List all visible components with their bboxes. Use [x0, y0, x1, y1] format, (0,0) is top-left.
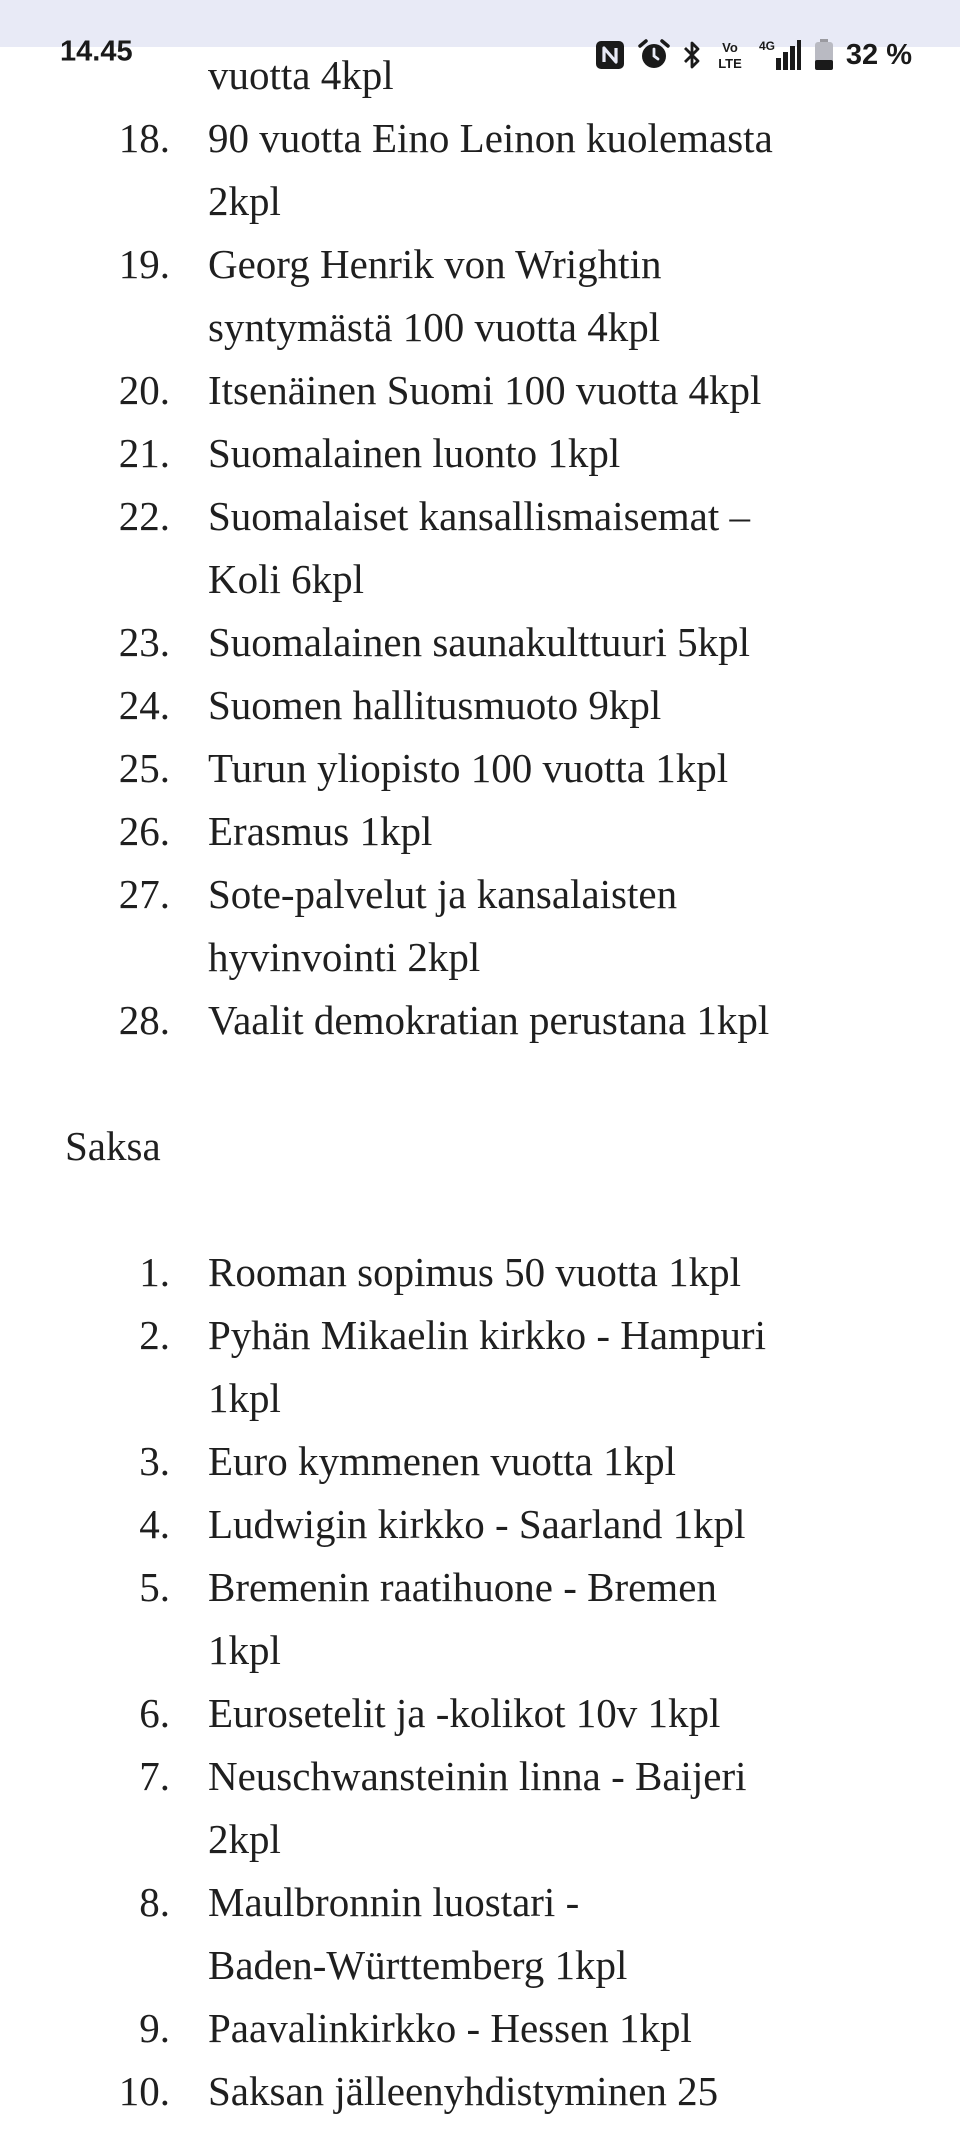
list-item-number: 4. [139, 1501, 170, 1547]
battery-icon [813, 38, 835, 72]
list-item-text: Itsenäinen Suomi 100 vuotta 4kpl [208, 367, 762, 413]
list-item-number: 19. [118, 241, 170, 287]
list-item-number: 26. [118, 808, 170, 854]
status-time: 14.45 [60, 35, 133, 68]
list-item-text: Sote-palvelut ja kansalaisten hyvinvointi 2kpl [208, 871, 678, 980]
list-item-text: Rooman sopimus 50 vuotta 1kpl [208, 1249, 741, 1295]
list-item-number: 3. [139, 1438, 170, 1484]
list-item-text: Erasmus 1kpl [208, 808, 433, 854]
list-item-text: Suomalaiset kansallismaisemat – Koli 6kpl [208, 493, 751, 602]
list-item-text: Bremenin raatihuone - Bremen 1kpl [208, 1564, 717, 1673]
list-item-number: 21. [118, 430, 170, 476]
list-item-number: 28. [118, 997, 170, 1043]
list-item-text: Saksan jälleenyhdistyminen 25 [208, 2068, 719, 2114]
bluetooth-icon [682, 39, 702, 71]
list-item-text: Vaalit demokratian perustana 1kpl [208, 997, 770, 1043]
list-item-number: 22. [118, 493, 170, 539]
list-item-number: 25. [118, 745, 170, 791]
alarm-icon [637, 38, 671, 72]
nfc-icon [594, 39, 626, 71]
list-item-number: 10. [118, 2068, 170, 2114]
list-item-text: Turun yliopisto 100 vuotta 1kpl [208, 745, 729, 791]
list-item-text: Ludwigin kirkko - Saarland 1kpl [208, 1501, 746, 1547]
list-item-number: 23. [118, 619, 170, 665]
list-item-number: 9. [139, 2005, 170, 2051]
list-item-number: 24. [118, 682, 170, 728]
list-item-number: 5. [139, 1564, 170, 1610]
list-item-number: 20. [118, 367, 170, 413]
list-item-text: Georg Henrik von Wrightin syntymästä 100 vuotta 4kpl [208, 241, 662, 350]
list-item-text: Suomalainen saunakulttuuri 5kpl [208, 619, 751, 665]
4g-signal-icon [758, 38, 802, 72]
battery-percent: 32 % [845, 38, 912, 71]
list-item-text: Eurosetelit ja -kolikot 10v 1kpl [208, 1690, 721, 1736]
list-item-number: 18. [118, 115, 170, 161]
list-item-number: 2. [139, 1312, 170, 1358]
section-heading-saksa: Saksa [65, 1123, 161, 1169]
list-item-number: 8. [139, 1879, 170, 1925]
list-item-text: 90 vuotta Eino Leinon kuolemasta 2kpl [208, 115, 773, 224]
list-item-number: 7. [139, 1753, 170, 1799]
list-item-number: 27. [118, 871, 170, 917]
list-item-text: Maulbronnin luostari - Baden-Württemberg 1kpl [208, 1879, 628, 1988]
list-item-text: Euro kymmenen vuotta 1kpl [208, 1438, 676, 1484]
list-item-number: 1. [139, 1249, 170, 1295]
svg-text:4G: 4G [758, 39, 775, 53]
svg-text:Vo: Vo [722, 40, 738, 55]
list-item-text: Suomen hallitusmuoto 9kpl [208, 682, 662, 728]
status-icons [594, 38, 912, 72]
svg-text:LTE: LTE [718, 56, 742, 71]
list-item-text: vuotta 4kpl [208, 52, 394, 98]
list-item-text: Suomalainen luonto 1kpl [208, 430, 621, 476]
list-item-text: Neuschwansteinin linna - Baijeri 2kpl [208, 1753, 747, 1862]
list-item-text: Paavalinkirkko - Hessen 1kpl [208, 2005, 692, 2051]
volte-icon [713, 38, 747, 72]
list-item-text: Pyhän Mikaelin kirkko - Hampuri 1kpl [208, 1312, 766, 1421]
list-item-number: 6. [139, 1690, 170, 1736]
